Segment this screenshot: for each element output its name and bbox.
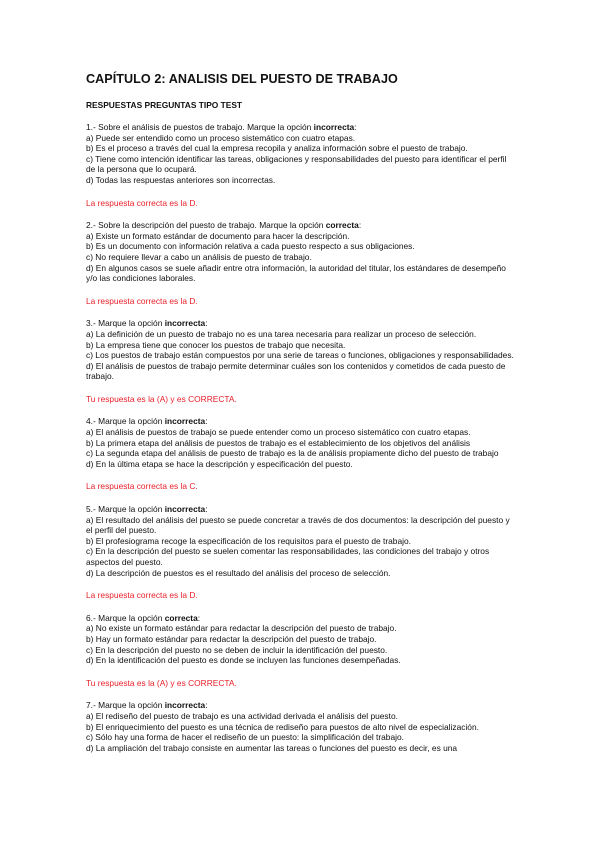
question-option: b) Es un documento con información relativa a cada puesto respecto a sus obligaciones.	[86, 241, 415, 252]
question-stem	[86, 504, 514, 515]
question-option: b) La empresa tiene que conocer los puestos de trabajo que necesita.	[86, 339, 346, 350]
question-option: d) Todas las respuestas anteriores son incorrectas.	[86, 174, 276, 185]
question-option: c) Sólo hay una forma de hacer el rediseño de un puesto: la simplificación del trabajo.	[86, 732, 404, 743]
answer-feedback: La respuesta correcta es la C.	[86, 481, 198, 492]
question-block	[86, 613, 514, 666]
question-option: a) Existe un formato estándar de documento para hacer la descripción.	[86, 230, 350, 241]
answer-feedback: La respuesta correcta es la D.	[86, 295, 198, 306]
answer-feedback: Tu respuesta es la (A) y es CORRECTA.	[86, 677, 237, 688]
question-stem	[86, 122, 514, 133]
question-stem-suffix: :	[205, 318, 208, 329]
question-option: a) El rediseño del puesto de trabajo es una actividad derivada el análisis del puesto.	[86, 710, 398, 721]
chapter-title: CAPÍTULO 2: ANALISIS DEL PUESTO DE TRABAJO	[86, 72, 398, 86]
question-option: c) En la descripción del puesto no se deben de incluir la identificación del puesto.	[86, 644, 388, 655]
question-option: c) Los puestos de trabajo están compuestos por una serie de tareas o funciones, obligaciones y responsabilidades.	[86, 350, 514, 361]
question-stem-suffix: :	[358, 220, 362, 231]
question-option: c) Tiene como intención identificar las tareas, obligaciones y responsabilidades del puesto para identificar el perfil de la persona que lo ocupará.	[86, 153, 507, 175]
question-stem-text: 5.- Marque la opción	[86, 504, 165, 515]
question-block	[86, 122, 514, 186]
answer-feedback: Tu respuesta es la (A) y es CORRECTA.	[86, 393, 237, 404]
question-option: d) El análisis de puestos de trabajo permite determinar cuáles son los contenidos y cometidos de cada puesto de trabajo.	[86, 360, 506, 382]
question-keyword: correcta	[164, 612, 198, 623]
question-block	[86, 416, 514, 469]
question-option: b) El enriquecimiento del puesto es una técnica de rediseño para puestos de alto nivel de especialización.	[86, 721, 479, 732]
question-option: a) La definición de un puesto de trabajo no es una tarea necesaria para realizar un proceso de selección.	[86, 328, 477, 339]
question-block	[86, 220, 514, 284]
question-option: d) En algunos casos se suele añadir entre otra información, la autoridad del titular, los estándares de desempeño y/o las condiciones laborales.	[86, 262, 506, 284]
question-option: a) El análisis de puestos de trabajo se puede entender como un proceso sistemático con cuatro etapas.	[86, 427, 471, 438]
question-keyword: incorrecta	[164, 318, 206, 329]
question-stem	[86, 318, 514, 329]
question-keyword: incorrecta	[313, 122, 355, 132]
question-stem	[86, 416, 514, 427]
question-stem-suffix: :	[354, 122, 357, 132]
question-stem-text: 1.- Sobre el análisis de puestos de trabajo. Marque la opción	[86, 122, 314, 132]
question-block	[86, 700, 514, 753]
answer-feedback: La respuesta correcta es la D.	[86, 590, 198, 601]
question-keyword: incorrecta	[164, 416, 206, 427]
question-stem-text: 4.- Marque la opción	[86, 416, 165, 427]
question-option: d) La descripción de puestos es el resultado del análisis del proceso de selección.	[86, 567, 391, 578]
question-keyword: incorrecta	[164, 700, 206, 711]
question-list	[86, 122, 514, 753]
question-stem	[86, 220, 514, 231]
question-stem	[86, 700, 514, 711]
question-stem-suffix: :	[205, 504, 208, 515]
question-stem-suffix: :	[197, 612, 201, 623]
question-option: c) La segunda etapa del análisis de puesto de trabajo es la de análisis propiamente dicho del puesto de trabajo	[86, 448, 499, 459]
question-block	[86, 318, 514, 382]
question-keyword: incorrecta	[164, 504, 206, 515]
question-stem-suffix: :	[205, 416, 208, 427]
question-stem-text: 2.- Sobre la descripción del puesto de trabajo. Marque la opción	[86, 220, 326, 231]
answer-feedback: La respuesta correcta es la D.	[86, 197, 198, 208]
section-title: RESPUESTAS PREGUNTAS TIPO TEST	[86, 100, 243, 110]
question-option: d) En la identificación del puesto es donde se incluyen las funciones desempeñadas.	[86, 655, 401, 666]
question-stem	[86, 613, 514, 624]
question-keyword: correcta	[325, 220, 359, 231]
question-option: b) Es el proceso a través del cual la empresa recopila y analiza información sobre el puesto de trabajo.	[86, 143, 468, 154]
question-option: d) En la última etapa se hace la descripción y especificación del puesto.	[86, 458, 353, 469]
question-option: b) El profesiograma recoge la especificación de los requisitos para el puesto de trabajo.	[86, 535, 411, 546]
question-option: b) Hay un formato estándar para redactar la descripción del puesto de trabajo.	[86, 633, 377, 644]
question-option: d) La ampliación del trabajo consiste en aumentar las tareas o funciones del puesto es decir, es una	[86, 742, 458, 753]
question-option: c) No requiere llevar a cabo un análisis de puesto de trabajo.	[86, 251, 312, 262]
question-option: c) En la descripción del puesto se suelen comentar las responsabilidades, las condiciones del trabajo y otros aspectos del puesto.	[86, 546, 490, 567]
question-stem-text: 7.- Marque la opción	[86, 700, 165, 711]
question-stem-suffix: :	[205, 700, 208, 711]
question-stem-text: 6.- Marque la opción	[86, 612, 165, 623]
question-option: a) Puede ser entendido como un proceso sistemático con cuatro etapas.	[86, 132, 356, 143]
question-option: a) El resultado del análisis del puesto se puede concretar a través de dos documentos: la descripción del puesto y el perfil del puesto.	[86, 514, 510, 536]
question-block	[86, 504, 514, 578]
question-stem-text: 3.- Marque la opción	[86, 318, 165, 329]
question-option: b) La primera etapa del análisis de puestos de trabajo es el establecimiento de los objetivos del análisis	[86, 437, 471, 448]
question-option: a) No existe un formato estándar para redactar la descripción del puesto de trabajo.	[86, 623, 397, 634]
